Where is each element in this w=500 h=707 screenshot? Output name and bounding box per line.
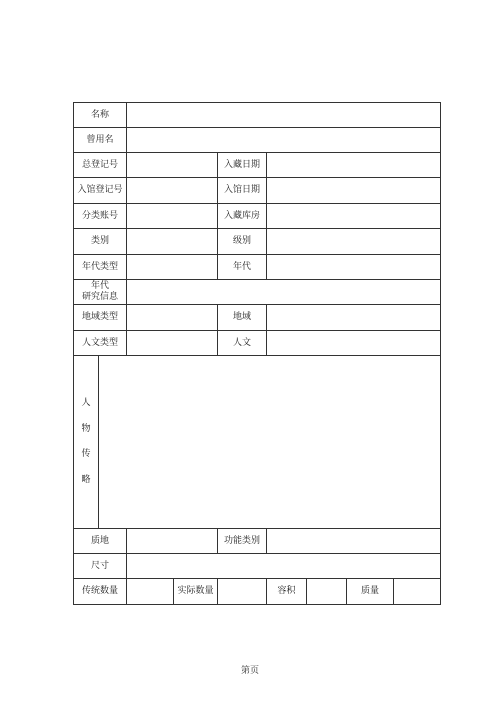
era-type-label: 年代类型 (74, 255, 127, 280)
biography-char-3: 传 (81, 449, 91, 460)
category-label: 类别 (74, 229, 127, 255)
region-field[interactable] (267, 305, 441, 331)
era-research-label (74, 280, 127, 305)
size-field[interactable] (127, 554, 441, 579)
grade-field[interactable] (267, 229, 441, 255)
era-field[interactable] (267, 255, 441, 280)
grade-label: 级别 (218, 229, 267, 255)
museum-date-field[interactable] (267, 178, 441, 204)
page-footer: 第页 (240, 666, 259, 676)
era-research-label-line2: 研究信息 (82, 292, 119, 302)
row-museum-reg (74, 178, 441, 204)
weight-field[interactable] (394, 579, 441, 605)
row-biography (74, 356, 441, 529)
humanities-field[interactable] (267, 331, 441, 356)
collection-date-field[interactable] (267, 153, 441, 178)
registry-no-field[interactable] (127, 153, 218, 178)
humanities-type-field[interactable] (127, 331, 218, 356)
region-label: 地域 (218, 305, 267, 331)
biography-char-2: 物 (81, 423, 91, 434)
row-category (74, 229, 441, 255)
actual-qty-field[interactable] (218, 579, 267, 605)
era-research-field[interactable] (127, 280, 441, 305)
era-label: 年代 (218, 255, 267, 280)
registry-no-label: 总登记号 (74, 153, 127, 178)
material-label: 质地 (74, 529, 127, 554)
actual-qty-label: 实际数量 (174, 579, 218, 605)
row-size (74, 554, 441, 579)
collection-date-label: 入藏日期 (218, 153, 267, 178)
transferred-qty-label: 传统数量 (74, 579, 127, 605)
category-account-field[interactable] (127, 204, 218, 229)
humanities-type-label: 人文类型 (74, 331, 127, 356)
museum-reg-no-label: 入馆登记号 (74, 178, 127, 204)
weight-label: 质量 (347, 579, 394, 605)
humanities-label: 人文 (218, 331, 267, 356)
category-field[interactable] (127, 229, 218, 255)
biography-char-4: 略 (81, 474, 91, 485)
size-label: 尺寸 (74, 554, 127, 579)
biography-field[interactable] (99, 356, 441, 529)
row-era-type (74, 255, 441, 280)
former-name-field[interactable] (127, 128, 441, 153)
function-type-label: 功能类别 (218, 529, 267, 554)
row-former-name (74, 128, 441, 153)
region-type-label: 地域类型 (74, 305, 127, 331)
era-research-label-line1: 年代 (91, 281, 110, 291)
era-type-field[interactable] (127, 255, 218, 280)
museum-date-label: 入馆日期 (218, 178, 267, 204)
former-name-label: 曾用名 (74, 128, 127, 153)
row-humanities (74, 331, 441, 356)
storeroom-label: 入藏库房 (218, 204, 267, 229)
row-material (74, 529, 441, 554)
volume-field[interactable] (307, 579, 347, 605)
name-label: 名称 (74, 103, 127, 128)
storeroom-field[interactable] (267, 204, 441, 229)
category-account-label: 分类账号 (74, 204, 127, 229)
row-name (74, 103, 441, 128)
row-quantity (74, 579, 441, 605)
collection-registration-form (73, 102, 441, 605)
row-region (74, 305, 441, 331)
biography-char-1: 人 (81, 398, 91, 408)
row-registry (74, 153, 441, 178)
volume-label: 容积 (267, 579, 307, 605)
material-field[interactable] (127, 529, 218, 554)
transferred-qty-field[interactable] (127, 579, 174, 605)
row-era-research (74, 280, 441, 305)
row-category-account (74, 204, 441, 229)
biography-label (74, 356, 99, 529)
museum-reg-no-field[interactable] (127, 178, 218, 204)
region-type-field[interactable] (127, 305, 218, 331)
name-field[interactable] (127, 103, 441, 128)
function-type-field[interactable] (267, 529, 441, 554)
